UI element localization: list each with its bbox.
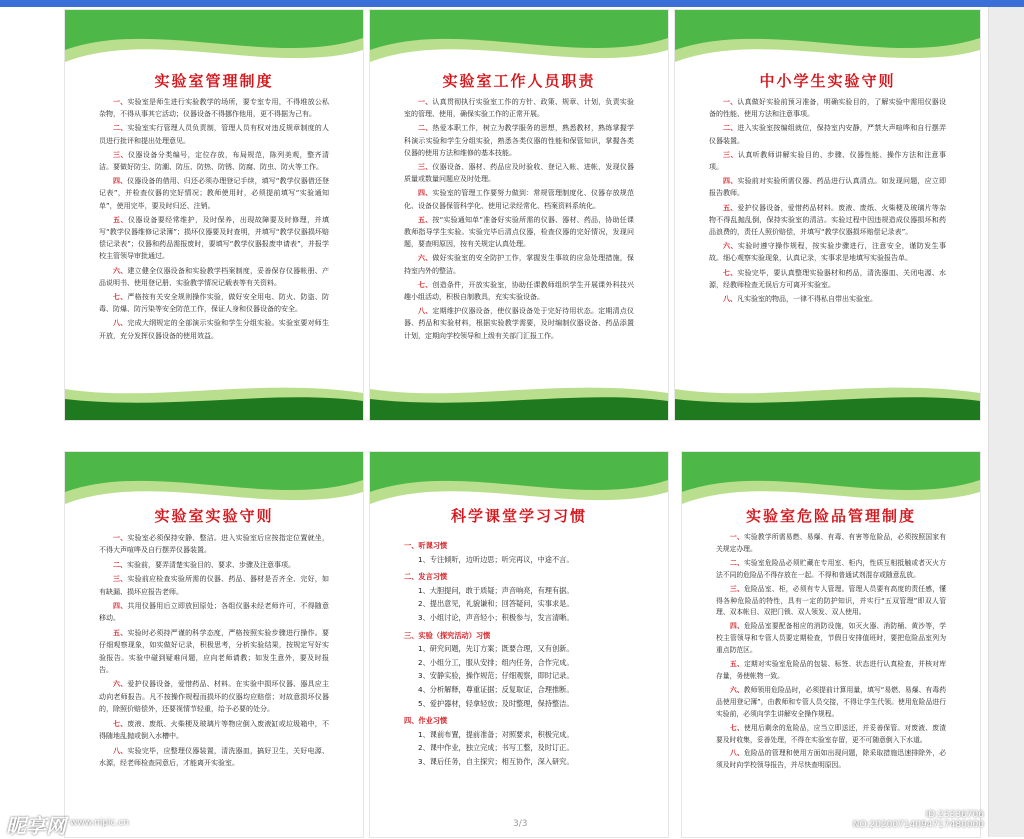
poster-body xyxy=(99,532,329,771)
rule-item xyxy=(716,723,946,747)
rule-number: 五、 xyxy=(723,203,738,212)
rule-number: 二、 xyxy=(418,124,433,133)
rule-item xyxy=(99,600,329,625)
rule-number: 四、 xyxy=(723,177,738,186)
rule-text: 使用后剩余的危险品，应当立即送还，并妥善保管。对废液、废渣要及时收集，妥善处理，不得在实验室存留，更不可随意倒入下水道。 xyxy=(716,723,947,744)
rule-number: 七、 xyxy=(730,723,744,732)
rule-item xyxy=(99,317,329,341)
rule-text: 危险品室、柜，必须有专人管理。管理人员要有高度的责任感，懂得各种危险品的特性，具有一定的防护知识，并实行“五双管理”即双人管理、双本帐目、双把门锁、双人领发、双人使用。 xyxy=(716,584,947,617)
poster-panel xyxy=(65,452,363,837)
habit-line: 3、安静实验，操作规范；仔细观察，即时记录。 xyxy=(418,671,574,681)
rule-number: 八、 xyxy=(730,749,744,758)
rule-number: 五、 xyxy=(418,215,433,224)
rule-text: 实验时遵守操作规程，按实验步骤进行，注意安全，谨防发生事故。细心观察实验现象，认真记录，实事求是地填写实验报告单。 xyxy=(709,242,947,263)
habit-line: 1、大胆提问，敢于质疑；声音响亮，有理有据。 xyxy=(418,585,574,595)
rule-number: 五、 xyxy=(113,215,128,224)
watermark-brand: 昵享网 xyxy=(6,814,66,838)
watermark-id: ID:23336706 NO:20200714094717480000 xyxy=(852,810,984,830)
habit-line: 5、爱护器材，轻拿轻放；及时整理，保持整洁。 xyxy=(418,698,574,708)
poster-body xyxy=(404,96,634,344)
rule-number: 三、 xyxy=(113,575,128,584)
rule-number: 六、 xyxy=(723,242,738,251)
rule-text: 废液、废纸、火柴梗及玻璃片等物应倒入废液缸或垃圾箱中，不得随地乱抛或倒入水槽中。 xyxy=(99,719,330,741)
rule-item xyxy=(99,678,329,715)
rule-item xyxy=(709,149,946,173)
poster-panel xyxy=(675,10,980,420)
habit-line: 2、课中作业，独立完成；书写工整，及时订正。 xyxy=(418,743,574,753)
rule-item xyxy=(716,685,946,721)
habit-line: 3、小组讨论，声音轻小；积极参与，发言清晰。 xyxy=(418,612,574,622)
rule-text: 实验完毕，应整理仪器装置，清洗器皿，搞好卫生，关好电源、水源，经老师检查同意后，才能离开实验室。 xyxy=(99,746,330,767)
rule-text: 认真听教师讲解实验目的、步骤、仪器性能、操作方法和注意事项。 xyxy=(709,150,947,172)
rule-text: 按“实验通知单”准备好实验所需的仪器、器材、药品，协助任课教师指导学生实验。实验完毕后清点仪器，检查仪器的完好情况，发现问题，要查明原因，按有关规定认真处理。 xyxy=(404,215,634,249)
rule-text: 爱护仪器设备，爱惜药品、材料。在实验中损坏仪器、器具应主动向老师报告。凡不按操作规程而损坏的仪器均应赔偿；对故意损坏仪器的，除照价赔偿外，还要视情节轻重，给予必要的处分。 xyxy=(99,680,330,714)
rule-number: 一、 xyxy=(113,98,128,106)
rule-item xyxy=(404,279,634,303)
poster-panel xyxy=(682,452,980,837)
rule-number: 三、 xyxy=(730,584,744,593)
rule-text: 创造条件，开放实验室，协助任课教师组织学生开展课外科技兴趣小组活动，积极自制教具，充实实验设备。 xyxy=(404,280,635,302)
rule-text: 仪器设备、器材、药品应及时验收、登记入帐、进帐，发现仪器质量或数量问题应及时处理。 xyxy=(404,163,635,184)
rule-number: 四、 xyxy=(113,177,128,186)
rule-text: 共用仪器用后立即放回原处；各组仪器未经老师许可，不得随意移动。 xyxy=(99,602,330,623)
rule-number: 一、 xyxy=(730,533,744,541)
rule-text: 实验室实行管理人员负责制，管理人员有权对违反规章制度的人员进行批评和提出处理意见。 xyxy=(99,124,330,145)
rule-number: 一、 xyxy=(418,98,433,106)
poster-title: 实验室工作人员职责 xyxy=(442,72,596,90)
habit-line: 2、小组分工，服从安排；组内任务，合作完成。 xyxy=(418,657,574,667)
rule-text: 危险品的管理和使用方面如出现问题，除采取措施迅速排除外，必须及时向学校领导报告，并尽快查明原因。 xyxy=(716,749,947,770)
rule-text: 定期对实验室危险品的包装、标签、状态进行认真检查，并核对库存量，务使帐物一致。 xyxy=(716,660,947,680)
rule-number: 八、 xyxy=(723,295,737,304)
rule-text: 认真贯彻执行实验室工作的方针、政策、规章、计划，负责实验室的管理、使用，确保实验工作的正常开展。 xyxy=(404,98,635,119)
poster-body xyxy=(709,96,946,307)
rule-text: 实验教学所需易燃、易爆、有毒、有害等危险品，必须按照国家有关规定办理。 xyxy=(716,533,947,553)
rule-text: 实验室必须保持安静、整洁。进入实验室后应按指定位置就坐，不得大声喧哗及自行摆弄仪器装置。 xyxy=(99,534,330,555)
poster-panel xyxy=(65,10,363,420)
rule-item xyxy=(99,122,329,146)
rule-item xyxy=(99,745,329,770)
rule-item xyxy=(716,584,946,620)
rule-item xyxy=(404,214,634,251)
rule-item xyxy=(716,659,946,683)
rule-text: 完成大纲规定的全部演示实验和学生分组实验。实验室要对师生开放，充分发挥仪器设备的使用效益。 xyxy=(99,319,330,340)
poster-panel xyxy=(370,10,668,420)
rule-number: 四、 xyxy=(113,602,128,611)
rule-text: 实验室危险品必须贮藏在专用室、柜内，性质互相抵触或者灭火方法不同的危险品不得存放在一起。不得和普通试剂混存或随意乱放。 xyxy=(716,558,947,579)
habit-line: 1、专注倾听，边听边思；听完再议，中途不言。 xyxy=(418,554,574,564)
poster-title: 科学课堂学习习惯 xyxy=(450,507,587,525)
rule-item xyxy=(99,718,329,743)
rule-number: 六、 xyxy=(730,685,744,694)
poster-body xyxy=(404,534,634,770)
rule-item xyxy=(404,161,634,185)
poster-title: 实验室危险品管理制度 xyxy=(745,507,916,525)
rule-item xyxy=(99,559,329,571)
page-indicator: 3/3 xyxy=(513,819,528,829)
rule-text: 实验时必须持严谨的科学态度，严格按照实验步骤进行操作。要仔细观察现象，如实做好记录，积极思考，分析实验结果，按规定写好实验报告。实验中碰到疑难问题，应向老师请教；如发生意外，要及时报告。 xyxy=(99,628,330,675)
rule-item xyxy=(99,96,329,120)
rule-number: 六、 xyxy=(113,266,128,275)
habit-line: 1、研究问题，先订方案；既要合理，又有创新。 xyxy=(418,644,574,654)
rule-item xyxy=(709,96,946,120)
rule-number: 七、 xyxy=(113,719,128,728)
habit-line: 4、分析解释，尊重证据；反复取证，合理推断。 xyxy=(418,684,574,694)
rule-text: 危险品室要配备相应的消防设施，如灭火器、消防桶、黄沙等，学校主管领导和专管人员要定期检查，节假日安排值班时，要把危险品室列为重点防范区。 xyxy=(716,622,947,655)
rule-item xyxy=(709,202,946,239)
rule-text: 认真做好实验前预习准备，明确实验目的，了解实验中需用仪器设备的性能、使用方法和注意事项。 xyxy=(709,98,947,119)
rule-text: 热爱本职工作，树立为教学服务的思想，熟悉教材，熟练掌握学科演示实验和学生分组实验，熟悉各类仪器的性能和保管知识，掌握各类仪器的使用方法和维修的基本技能。 xyxy=(404,124,635,157)
rule-text: 爱护仪器设备，爱惜药品材料。废液、废纸、火柴梗及玻璃片等杂物不得乱抛乱倒，保持实验室的清洁。实验过程中因违规造成仪器损坏和药品浪费的，责任人照价赔偿，并填写“教学仪器损坏赔偿记录表”。 xyxy=(709,203,947,237)
rule-text: 实验完毕，要认真整理实验器材和药品，清洗器皿、关闭电源、水源，经教师检查无误后方可离开实验室。 xyxy=(709,268,947,289)
rule-text: 做好实验室的安全防护工作，掌握发生事故的应急处理措施，保持室内外的整洁。 xyxy=(404,254,635,275)
rule-item xyxy=(716,621,946,657)
rule-item xyxy=(99,149,329,173)
rule-text: 仪器设备的借用、归还必须办理登记手续，填写“教学仪器借还登记表”，并检查仪器的完好情况；教师使用时，必须提前填写“实验通知单”，使用完毕，要及时归还、注销。 xyxy=(99,177,329,210)
rule-text: 实验前，要弄清楚实验目的、要求、步骤及注意事项。 xyxy=(127,560,295,569)
scrollbar[interactable] xyxy=(988,7,1024,837)
habit-section-heading: 四、作业习惯 xyxy=(404,716,448,726)
rule-item xyxy=(404,305,634,342)
rule-number: 四、 xyxy=(418,189,433,198)
rule-item xyxy=(99,214,329,263)
rule-number: 七、 xyxy=(418,280,433,289)
rule-text: 实验室是师生进行实验教学的场所，要专室专用，不得堆放公私杂物，不得从事其它活动；仪器设备不得挪作他用，更不得据为己有。 xyxy=(99,98,330,119)
rule-number: 六、 xyxy=(113,680,128,689)
rule-number: 七、 xyxy=(723,268,738,277)
rule-number: 五、 xyxy=(730,660,744,669)
rule-number: 一、 xyxy=(113,534,128,542)
habit-line: 2、提出意见，礼貌谦和；回答疑问，实事求是。 xyxy=(418,599,574,609)
rule-item xyxy=(716,532,946,556)
rule-item xyxy=(716,748,946,772)
rule-number: 三、 xyxy=(418,163,433,172)
rule-number: 八、 xyxy=(113,746,128,755)
rule-item xyxy=(709,293,946,305)
rule-number: 二、 xyxy=(730,558,744,567)
habit-section-heading: 一、听课习惯 xyxy=(404,541,448,550)
rule-text: 教师领用危险品时，必须提前计算用量，填写“易燃、易爆、有毒药品使用登记簿”，由教师和专管人员交接，不得让学生代领。使用危险品进行实验前，必须向学生讲解安全操作规程。 xyxy=(716,685,947,718)
rule-item xyxy=(404,96,634,120)
rule-item xyxy=(99,291,329,315)
poster-title: 中小学生实验守则 xyxy=(759,72,896,90)
rule-item xyxy=(709,122,946,146)
habit-section-heading: 三、实验（探究活动）习惯 xyxy=(404,630,491,640)
rule-text: 严格按有关安全规则操作实验，做好安全用电、防火、防盗、防毒、防爆、防污染等安全防范工作，保证人身和仪器设备的安全。 xyxy=(99,293,330,314)
rule-text: 建立健全仪器设备和实验教学档案制度，妥善保存仪器帐册、产品说明书、使用登记册、实验教学情况记载表等有关资料。 xyxy=(99,266,330,287)
rule-text: 仪器设备分类编号，定位存放，布局规范，陈列美观，整齐清洁。要做好防尘、防潮、防压、防热、防锈、防腐、防虫、防火等工作。 xyxy=(99,150,330,172)
rule-item xyxy=(404,252,634,276)
rule-item xyxy=(404,187,634,211)
rule-number: 二、 xyxy=(113,124,128,133)
rule-item xyxy=(709,267,946,291)
poster-panel xyxy=(370,452,668,837)
habit-section-heading: 二、发言习惯 xyxy=(404,572,448,582)
rule-text: 定期维护仪器设备，使仪器设备处于完好待用状态。定期清点仪器、药品和实验材料，根据实验教学需要，及时编制仪器设备、药品添置计划，定期向学校领导和上级有关部门汇报工作。 xyxy=(404,307,635,340)
rule-item xyxy=(99,627,329,677)
rule-number: 二、 xyxy=(723,124,738,133)
habit-line: 3、课后任务，自主探究；相互协作，深入研究。 xyxy=(418,756,574,766)
rule-number: 八、 xyxy=(418,307,433,316)
habit-line: 1、课前布置，提前准备；对照要求，积极完成。 xyxy=(418,729,574,739)
rule-number: 三、 xyxy=(113,150,128,159)
rule-number: 五、 xyxy=(113,628,128,637)
browser-top-bar xyxy=(0,0,1024,7)
rule-number: 六、 xyxy=(418,254,433,263)
rule-item xyxy=(99,532,329,557)
rule-number: 七、 xyxy=(113,293,128,302)
rule-number: 三、 xyxy=(723,150,738,159)
rule-item xyxy=(404,122,634,159)
poster-body xyxy=(716,532,946,774)
rule-text: 进入实验室按编组就位，保持室内安静，严禁大声喧哗和自行摆弄仪器装置。 xyxy=(709,124,947,145)
rule-number: 八、 xyxy=(113,319,128,328)
rule-item xyxy=(99,175,329,212)
rule-text: 实验前应检查实验所需的仪器、药品、器材是否齐全、完好，如有缺漏、损坏应报告老师。 xyxy=(99,575,330,596)
rule-text: 凡实验室的物品，一律不得私自带出实验室。 xyxy=(737,295,877,304)
rule-number: 二、 xyxy=(113,560,127,569)
rule-number: 四、 xyxy=(730,622,744,631)
poster-title: 实验室管理制度 xyxy=(154,72,274,90)
watermark-url: www.nipic.cn xyxy=(70,818,129,828)
rule-text: 实验室的管理工作要努力做到：常规管理制度化、仪器存放规范化、设备仪器保管科学化、使用记录经常化、档案资料系统化。 xyxy=(404,189,635,210)
poster-body xyxy=(99,96,329,344)
rule-text: 实验前对实验所需仪器、药品进行认真清点。如发现问题，应立即报告教师。 xyxy=(709,177,947,198)
rule-item xyxy=(709,175,946,199)
rule-item xyxy=(709,240,946,264)
rule-text: 仪器设备要经常维护，及时保养，出现故障要及时修理，并填写“教学仪器维修记录簿”；损坏仪器要及时查明，并填写“教学仪器损坏赔偿记录表”；仪器和药品需报废时，要填写“教学仪器报废申请表”，并报学校主管领导审批通过。 xyxy=(99,215,330,261)
rule-item xyxy=(716,558,946,582)
rule-item xyxy=(99,573,329,598)
rule-item xyxy=(99,265,329,289)
poster-title: 实验室实验守则 xyxy=(154,507,274,525)
rule-number: 一、 xyxy=(723,98,738,106)
